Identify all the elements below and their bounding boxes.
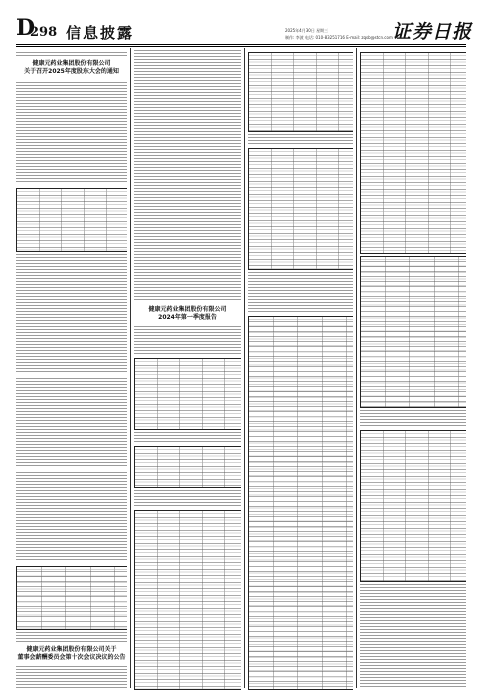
data-table: [134, 510, 241, 690]
column-3: [248, 48, 353, 690]
page-number: 298: [30, 25, 58, 40]
masthead-rule-thin: [16, 46, 466, 47]
headline-title: 关于召开2025年度股东大会的通知: [24, 68, 119, 75]
column-divider: [130, 48, 131, 688]
masthead-rule: [16, 44, 466, 45]
body-text: [360, 584, 466, 688]
body-text: [248, 134, 353, 144]
body-text: [16, 254, 127, 374]
article-headline: [16, 60, 127, 76]
body-text: [16, 82, 127, 184]
company-name: 健康元药业集团股份有限公司: [148, 306, 227, 313]
headline-title: 董事会薪酬委员会第十次会议决议的公告: [17, 654, 126, 661]
issue-date: 2025年4月30日 星期三: [285, 28, 329, 33]
article-headline: [134, 306, 241, 322]
body-text: [134, 490, 241, 506]
column-1: [16, 48, 127, 690]
body-text: [16, 632, 127, 644]
data-table: [248, 52, 353, 132]
data-table: [360, 52, 466, 254]
page-letter: D: [16, 15, 35, 41]
data-table: [248, 148, 353, 270]
article-headline: [16, 646, 127, 662]
data-table: [360, 430, 466, 582]
data-table: [16, 566, 127, 630]
masthead: [0, 0, 484, 46]
headline-title: 2024年第一季度报告: [158, 314, 217, 321]
body-text: [360, 410, 466, 426]
section-title: 信息披露: [66, 24, 135, 42]
contact-line: 制作: 李波 电话: 010-83251716 E-mail: zqsb@stcn.com: [285, 35, 393, 40]
column-4: [360, 48, 466, 690]
body-text: [16, 52, 127, 58]
data-table: [248, 316, 353, 690]
data-table: [360, 256, 466, 408]
column-2: [134, 48, 241, 690]
column-divider: [244, 48, 245, 688]
body-text: [16, 472, 127, 562]
data-table: [134, 446, 241, 488]
body-text: [134, 432, 241, 442]
body-text: [16, 666, 127, 688]
brand-logo: 证券日报: [392, 21, 473, 43]
company-name: 健康元药业集团股份有限公司: [32, 60, 111, 67]
data-table: [134, 358, 241, 430]
body-text: [134, 50, 241, 300]
body-text: [16, 378, 127, 468]
body-text: [134, 326, 241, 354]
data-table: [16, 188, 127, 252]
body-text: [248, 272, 353, 312]
company-name: 健康元药业集团股份有限公司关于: [26, 646, 117, 653]
column-divider: [356, 48, 357, 688]
